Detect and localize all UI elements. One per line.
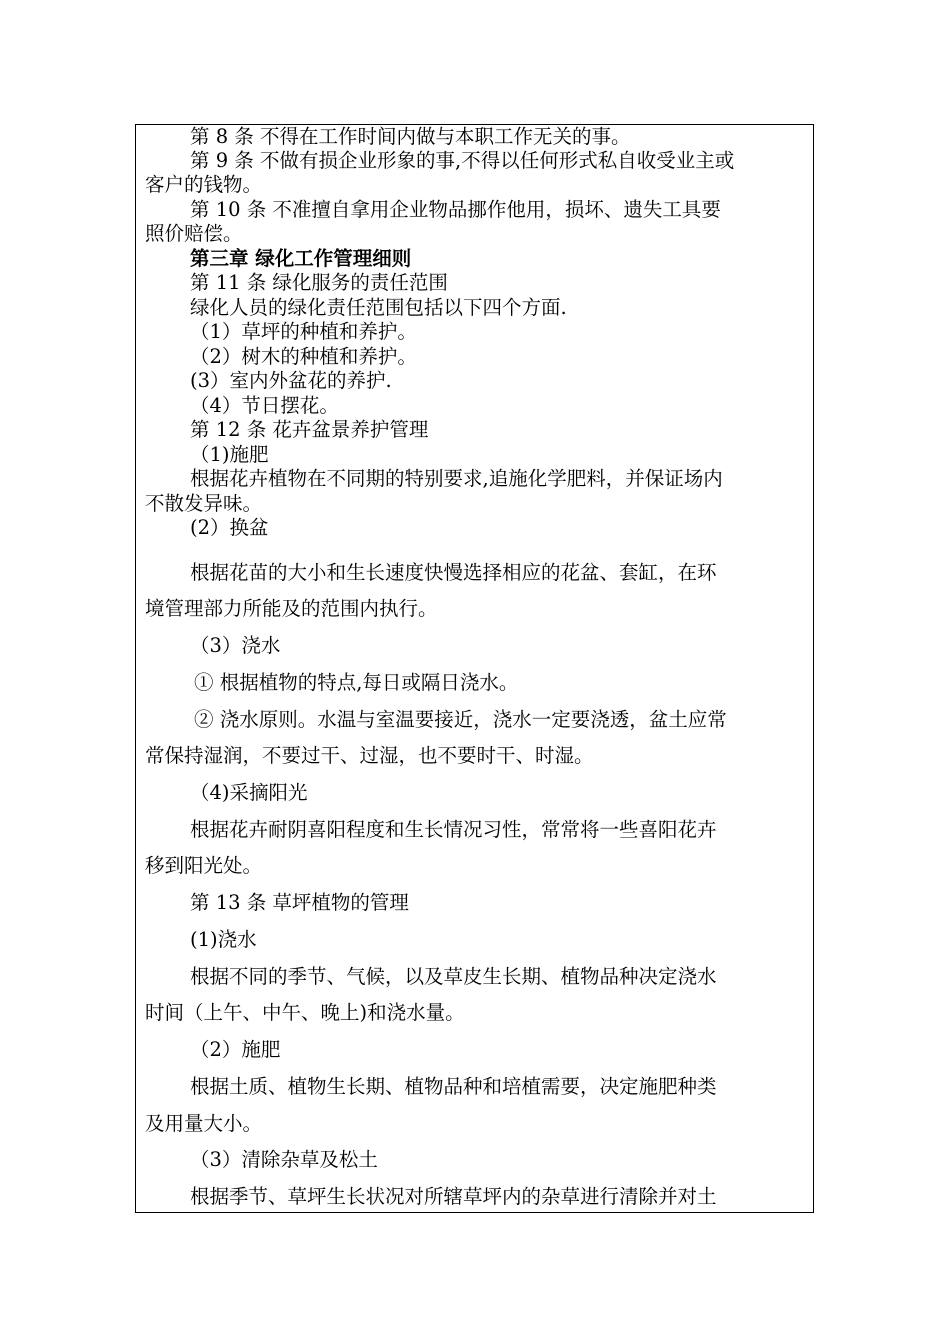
paragraph-cont: 常保持湿润，不要过干、过湿，也不要时干、时湿。 — [145, 744, 594, 767]
sub-heading: （3）浇水 — [190, 634, 281, 657]
list-item: (3）室内外盆花的养护. — [190, 369, 392, 392]
paragraph: 根据季节、草坪生长状况对所辖草坪内的杂草进行清除并对土 — [190, 1185, 717, 1208]
article-13: 第 13 条 草坪植物的管理 — [190, 891, 409, 914]
article-12: 第 12 条 花卉盆景养护管理 — [190, 418, 429, 441]
list-item: （4）节日摆花。 — [190, 394, 339, 417]
paragraph: 根据不同的季节、气候，以及草皮生长期、植物品种决定浇水 — [190, 965, 717, 988]
article-10-cont: 照价赔偿。 — [145, 222, 243, 245]
paragraph-cont: 移到阳光处。 — [145, 854, 263, 877]
sub-heading: (2）换盆 — [190, 516, 269, 539]
paragraph-cont: 不散发异味。 — [145, 492, 263, 515]
numbered-item: ② 浇水原则。水温与室温要接近，浇水一定要浇透，盆土应常 — [194, 708, 727, 731]
chapter-heading: 第三章 绿化工作管理细则 — [190, 247, 412, 270]
article-11: 第 11 条 绿化服务的责任范围 — [190, 271, 448, 294]
sub-heading: （4)采摘阳光 — [190, 781, 308, 804]
article-9: 第 9 条 不做有损企业形象的事,不得以任何形式私自收受业主或 — [190, 149, 735, 172]
sub-heading: （2）施肥 — [190, 1038, 281, 1061]
paragraph: 根据花卉耐阴喜阳程度和生长情况习性，常常将一些喜阳花卉 — [190, 818, 717, 841]
numbered-item: ① 根据植物的特点,每日或隔日浇水。 — [194, 671, 519, 694]
paragraph-cont: 及用量大小。 — [145, 1112, 263, 1135]
paragraph-cont: 时间（上午、中午、晚上)和浇水量。 — [145, 1001, 465, 1024]
sub-heading: （3）清除杂草及松土 — [190, 1148, 378, 1171]
list-item: （1）草坪的种植和养护。 — [190, 320, 417, 343]
paragraph: 根据花苗的大小和生长速度快慢选择相应的花盆、套缸，在环 — [190, 561, 717, 584]
sub-heading: (1)浇水 — [190, 928, 257, 951]
list-item: （2）树木的种植和养护。 — [190, 345, 417, 368]
article-9-cont: 客户的钱物。 — [145, 173, 263, 196]
article-8: 第 8 条 不得在工作时间内做与本职工作无关的事。 — [190, 125, 631, 148]
document-frame — [135, 124, 814, 1213]
paragraph: 根据土质、植物生长期、植物品种和培植需要，决定施肥种类 — [190, 1075, 717, 1098]
paragraph-cont: 境管理部力所能及的范围内执行。 — [145, 597, 438, 620]
sub-heading: （1)施肥 — [190, 443, 269, 466]
paragraph: 根据花卉植物在不同期的特别要求,追施化学肥料，并保证场内 — [190, 467, 723, 490]
article-10: 第 10 条 不准擅自拿用企业物品挪作他用，损坏、遗失工具要 — [190, 198, 721, 221]
document-body — [136, 125, 813, 1212]
paragraph: 绿化人员的绿化责任范围包括以下四个方面. — [190, 296, 567, 319]
